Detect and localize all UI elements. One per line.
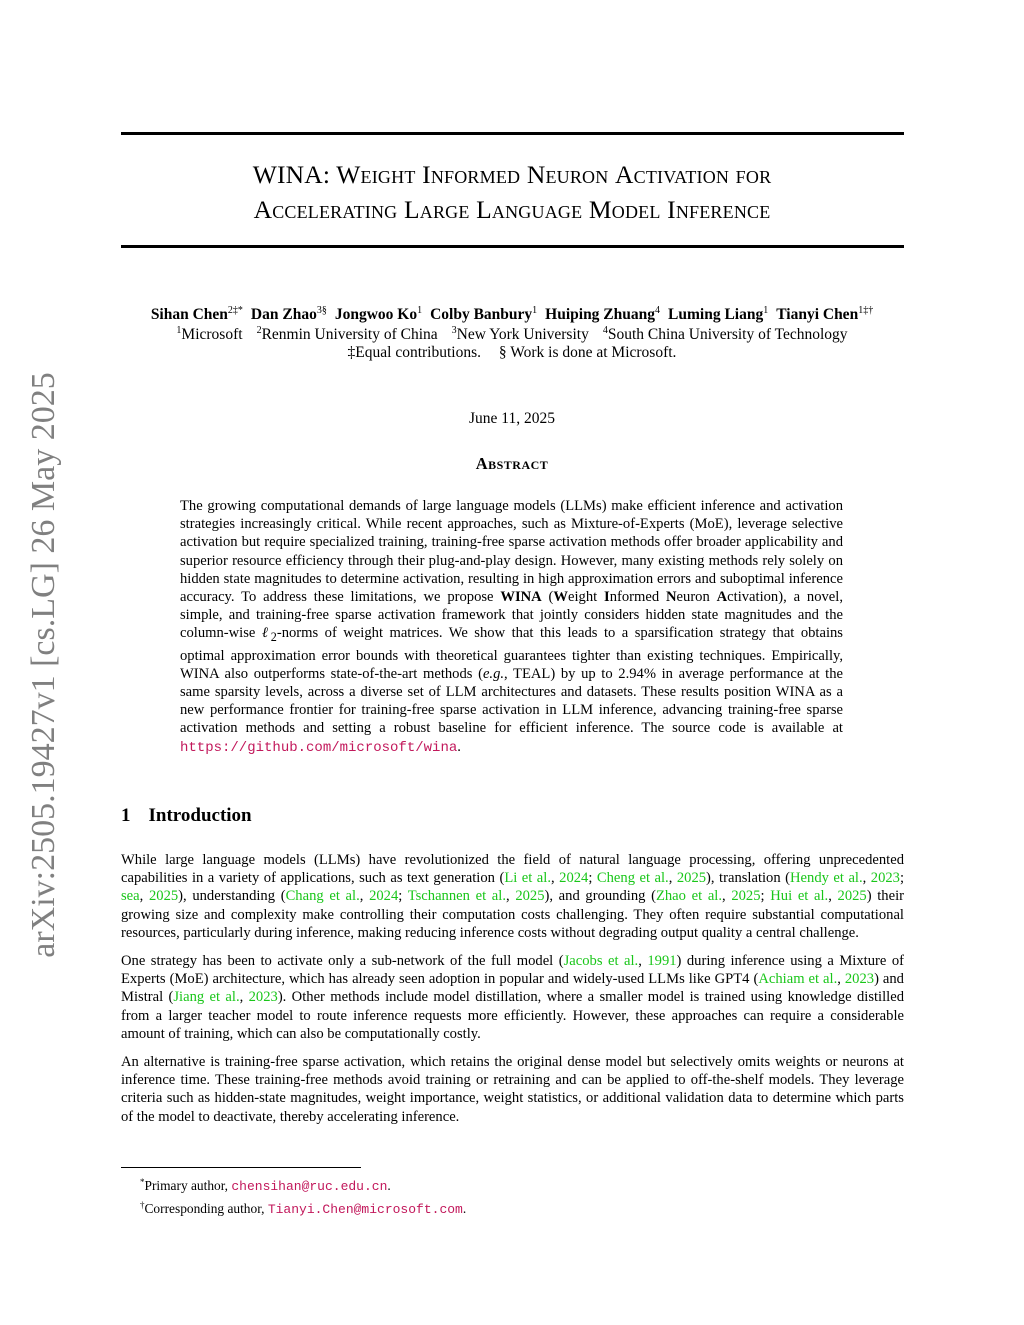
citation-link[interactable]: 2023 bbox=[844, 971, 875, 988]
paper-title-line-1 bbox=[0, 160, 1024, 190]
introduction-paragraph: While large language models (LLMs) have revolutionized the field of natural language processing, offering unprecedented capabilities in a variety of applications, such as text generation (Li et al., 2024; Cheng et al., 2025), translation (Hendy et al., 2023; sea, 2025), understanding (Chang et al., 2024; Tschannen et al., 2025), and grounding (Zhao et al., 2025; Hui et al., 2025) their growing size and complexity make controlling their computation costs challenging. They often require substantial computational resources, particularly during inference, making reducing inference costs without degrading output quality a central challenge. bbox=[121, 852, 905, 941]
footnote: †Corresponding author, Tianyi.Chen@microsoft.com. bbox=[140, 1200, 467, 1217]
abstract-text-4: , TEAL) by up to 2.94% in average performance at the same sparsity levels, across a diverse set of LLM architectures and datasets. These results position WINA as a new performance frontier for training-free sparse activation in LLM inference, advancing training-free sparse activation methods and setting a robust baseline for efficient inference. The source code is available at bbox=[180, 665, 843, 737]
l2-norm-symbol: ℓ bbox=[261, 625, 271, 642]
equal-contribution-note: ‡Equal contributions. bbox=[347, 344, 481, 361]
title-top-rule bbox=[121, 132, 904, 135]
author-name: Dan Zhao$^{3\S}$ bbox=[250, 305, 327, 323]
footnote-text: Primary author, bbox=[144, 1178, 232, 1193]
citation-link[interactable]: 2023 bbox=[870, 870, 900, 887]
author-name: Luming Liang$^1$ bbox=[668, 305, 769, 323]
affiliation-list bbox=[0, 325, 1024, 344]
title-fragment: arge bbox=[419, 195, 477, 224]
title-fragment: M bbox=[588, 195, 612, 224]
microsoft-work-note: § Work is done at Microsoft. bbox=[498, 344, 677, 361]
title-fragment: ccelerating bbox=[272, 195, 404, 224]
footnote-rule bbox=[121, 1167, 361, 1168]
title-fragment: eight bbox=[360, 160, 423, 189]
wina-name: WINA bbox=[500, 589, 542, 606]
title-fragment: ctivation for bbox=[633, 160, 772, 189]
citation-link[interactable]: 2023 bbox=[248, 989, 278, 1006]
wina-expansion-fragment: euron bbox=[676, 589, 717, 606]
l2-norm-subscript: 2 bbox=[270, 630, 277, 645]
contribution-notes bbox=[0, 344, 1024, 362]
citation-link[interactable]: Tschannen et al. bbox=[407, 888, 506, 905]
footnote-email-link[interactable]: chensihan@ruc.edu.cn bbox=[231, 1179, 388, 1194]
citation-link[interactable]: 2025 bbox=[731, 888, 761, 905]
title-fragment: I bbox=[422, 160, 431, 189]
citation-link[interactable]: Jiang et al. bbox=[173, 989, 240, 1006]
abstract-end: . bbox=[457, 738, 461, 755]
title-fragment: nformed bbox=[430, 160, 527, 189]
citation-link[interactable]: Chang et al. bbox=[285, 888, 360, 905]
section-heading-introduction bbox=[121, 805, 252, 827]
title-bottom-rule bbox=[121, 245, 904, 248]
title-fragment: odel bbox=[611, 195, 668, 224]
footnote-email-link[interactable]: Tianyi.Chen@microsoft.com bbox=[267, 1202, 463, 1217]
author-affiliation-marks: 1‡† bbox=[858, 305, 874, 316]
citation-link[interactable]: 1991 bbox=[647, 953, 677, 970]
title-fragment: WINA: W bbox=[252, 160, 361, 189]
introduction-body bbox=[121, 851, 904, 1136]
author-name: Huiping Zhuang$^4$ bbox=[545, 305, 661, 323]
footnote-mark: † bbox=[140, 1200, 145, 1210]
author-name: Jongwoo Ko$^1$ bbox=[334, 305, 423, 323]
title-fragment: A bbox=[253, 195, 273, 224]
introduction-paragraph: An alternative is training-free sparse activation, which retains the original dense model but selectively omits weights or neurons at inference time. These training-free methods avoid training or retraining and can be applied to off-the-shelf models. They leverage criteria such as hidden-state magnitudes, weight importance, weight statistics, or additional validation data to determine which parts of the model to deactivate, thereby accelerating inference. bbox=[121, 1054, 904, 1125]
affiliation: $^2$Renmin University of China bbox=[256, 325, 438, 343]
paper-title-line-2 bbox=[0, 195, 1024, 225]
affiliation-number: 2 bbox=[256, 325, 262, 336]
footnotes bbox=[140, 1173, 466, 1219]
citation-link[interactable]: Li et al. bbox=[504, 870, 551, 887]
wina-expansion-fragment: ctivation bbox=[727, 589, 779, 606]
footnote-text: Corresponding author, bbox=[144, 1201, 268, 1216]
citation-link[interactable]: 2024 bbox=[369, 888, 399, 905]
citation-link[interactable]: Jacobs et al. bbox=[563, 953, 639, 970]
title-fragment: anguage bbox=[491, 195, 589, 224]
wina-expansion-fragment: eight bbox=[568, 589, 605, 606]
citation-link[interactable]: 2025 bbox=[515, 888, 545, 905]
title-fragment: A bbox=[615, 160, 634, 189]
wina-expansion-fragment: N bbox=[666, 589, 677, 606]
section-title: Introduction bbox=[148, 805, 252, 826]
citation-link[interactable]: 2025 bbox=[676, 870, 707, 887]
author-name: Sihan Chen$^{2\ddagger*}$ bbox=[150, 305, 243, 323]
citation-link[interactable]: Cheng et al. bbox=[596, 870, 669, 887]
abstract-eg: e.g. bbox=[482, 665, 505, 682]
citation-link[interactable]: 2024 bbox=[559, 870, 589, 887]
citation-link[interactable]: sea bbox=[121, 888, 140, 905]
title-fragment: nference bbox=[675, 195, 771, 224]
title-fragment: L bbox=[403, 195, 420, 224]
wina-expansion-fragment: W bbox=[553, 589, 569, 606]
section-number: 1 bbox=[121, 805, 131, 826]
arxiv-identifier-sidebar: arXiv:2505.19427v1 [cs.LG] 26 May 2025 bbox=[25, 372, 62, 958]
author-affiliation-marks: 1 bbox=[532, 305, 538, 316]
publication-date: June 11, 2025 bbox=[469, 410, 555, 427]
title-fragment: euron bbox=[545, 160, 616, 189]
author-affiliation-marks: 3§ bbox=[316, 305, 327, 316]
citation-link[interactable]: Hendy et al. bbox=[790, 870, 863, 887]
footnote: *Primary author, chensihan@ruc.edu.cn. bbox=[140, 1177, 391, 1194]
abstract-text-1: The growing computational demands of large language models (LLMs) make efficient inference and activation strategies increasingly critical. While recent approaches, such as Mixture-of-Experts (MoE), leverage selective activation but require specialized training, training-free sparse activation methods offer broader applicability and superior resource efficiency through their plug-and-play design. However, many existing methods rely solely on hidden state magnitudes to determine activation, resulting in high approximation errors and suboptimal inference accuracy. To address these limitations, we propose bbox=[180, 498, 843, 606]
affiliation: $^4$South China University of Technology bbox=[602, 325, 848, 343]
author-name: Tianyi Chen$^{1\ddagger\dagger}$ bbox=[776, 305, 874, 323]
author-affiliation-marks: 1 bbox=[417, 305, 423, 316]
wina-expansion-fragment: nformed bbox=[609, 589, 666, 606]
citation-link[interactable]: 2025 bbox=[837, 888, 867, 905]
author-name: Colby Banbury$^1$ bbox=[430, 305, 538, 323]
code-repository-link[interactable]: https://github.com/microsoft/wina bbox=[180, 739, 458, 756]
author-affiliation-marks: 4 bbox=[655, 305, 661, 316]
citation-link[interactable]: Zhao et al. bbox=[655, 888, 722, 905]
abstract-text-3: -norms of weight matrices. We show that this leads to a sparsification strategy that obtains optimal approximation error bounds with theoretical guarantees tighter than existing techniques. Empirically, WINA also outperforms state-of-the-art methods ( bbox=[180, 625, 843, 682]
affiliation-number: 3 bbox=[451, 325, 457, 336]
author-list bbox=[0, 305, 1024, 324]
affiliation: $^1$Microsoft bbox=[176, 325, 243, 343]
affiliation-number: 4 bbox=[602, 325, 608, 336]
title-fragment: I bbox=[667, 195, 676, 224]
title-fragment: L bbox=[476, 195, 492, 224]
affiliation: $^3$New York University bbox=[451, 325, 589, 343]
author-affiliation-marks: 1 bbox=[763, 305, 769, 316]
affiliation-number: 1 bbox=[176, 325, 182, 336]
title-fragment: N bbox=[526, 160, 546, 189]
abstract-body: The growing computational demands of large language models (LLMs) make efficient inference and activation strategies increasingly critical. While recent approaches, such as Mixture-of-Experts (MoE), leverage selective activation but require specialized training, training-free sparse activation methods offer broader applicability and superior resource efficiency through their plug-and-play design. However, many existing methods rely solely on hidden state magnitudes to determine activation, resulting in high approximation errors and suboptimal inference accuracy. To address these limitations, we propose WINA (Weight Informed Neuron Activation), a novel, simple, and training-free sparse activation framework that jointly considers hidden state magnitudes and the column-wise ℓ$_2$-norms of weight matrices. We show that this leads to a sparsification strategy that obtains optimal approximation error bounds with theoretical guarantees tighter than existing techniques. Empirically, WINA also outperforms state-of-the-art methods (e.g., TEAL) by up to 2.94% in average performance at the same sparsity levels, across a diverse set of LLM architectures and datasets. These results position WINA as a new performance frontier for training-free sparse activation in LLM inference, advancing training-free sparse activation methods and setting a robust baseline for efficient inference. The source code is available at https://github.com/microsoft/wina. bbox=[180, 498, 843, 756]
citation-link[interactable]: 2025 bbox=[148, 888, 179, 905]
citation-link[interactable]: Achiam et al. bbox=[758, 971, 838, 988]
citation-link[interactable]: Hui et al. bbox=[770, 888, 829, 905]
wina-expansion-fragment: I bbox=[604, 589, 610, 606]
wina-expansion-fragment: A bbox=[716, 589, 728, 606]
abstract-heading: Abstract bbox=[475, 454, 549, 473]
abstract-text-2: , a novel, simple, and training-free sparse activation framework that jointly considers hidden state magnitudes and the column-wise bbox=[180, 589, 843, 642]
author-affiliation-marks: 2‡* bbox=[227, 305, 243, 316]
introduction-paragraph: One strategy has been to activate only a sub-network of the full model (Jacobs et al., 1991) during inference using a Mixture of Experts (MoE) architecture, which has already seen adoption in popular and widely-used LLMs like GPT4 (Achiam et al., 2023) and Mistral (Jiang et al., 2023). Other methods include model distillation, where a smaller model is trained using knowledge distilled from a larger teacher model to route inference requests more efficiently. However, these approaches can require a considerable amount of training, which can also be computationally costly. bbox=[121, 953, 904, 1042]
footnote-mark: * bbox=[140, 1177, 145, 1187]
wina-expansion bbox=[553, 589, 778, 605]
